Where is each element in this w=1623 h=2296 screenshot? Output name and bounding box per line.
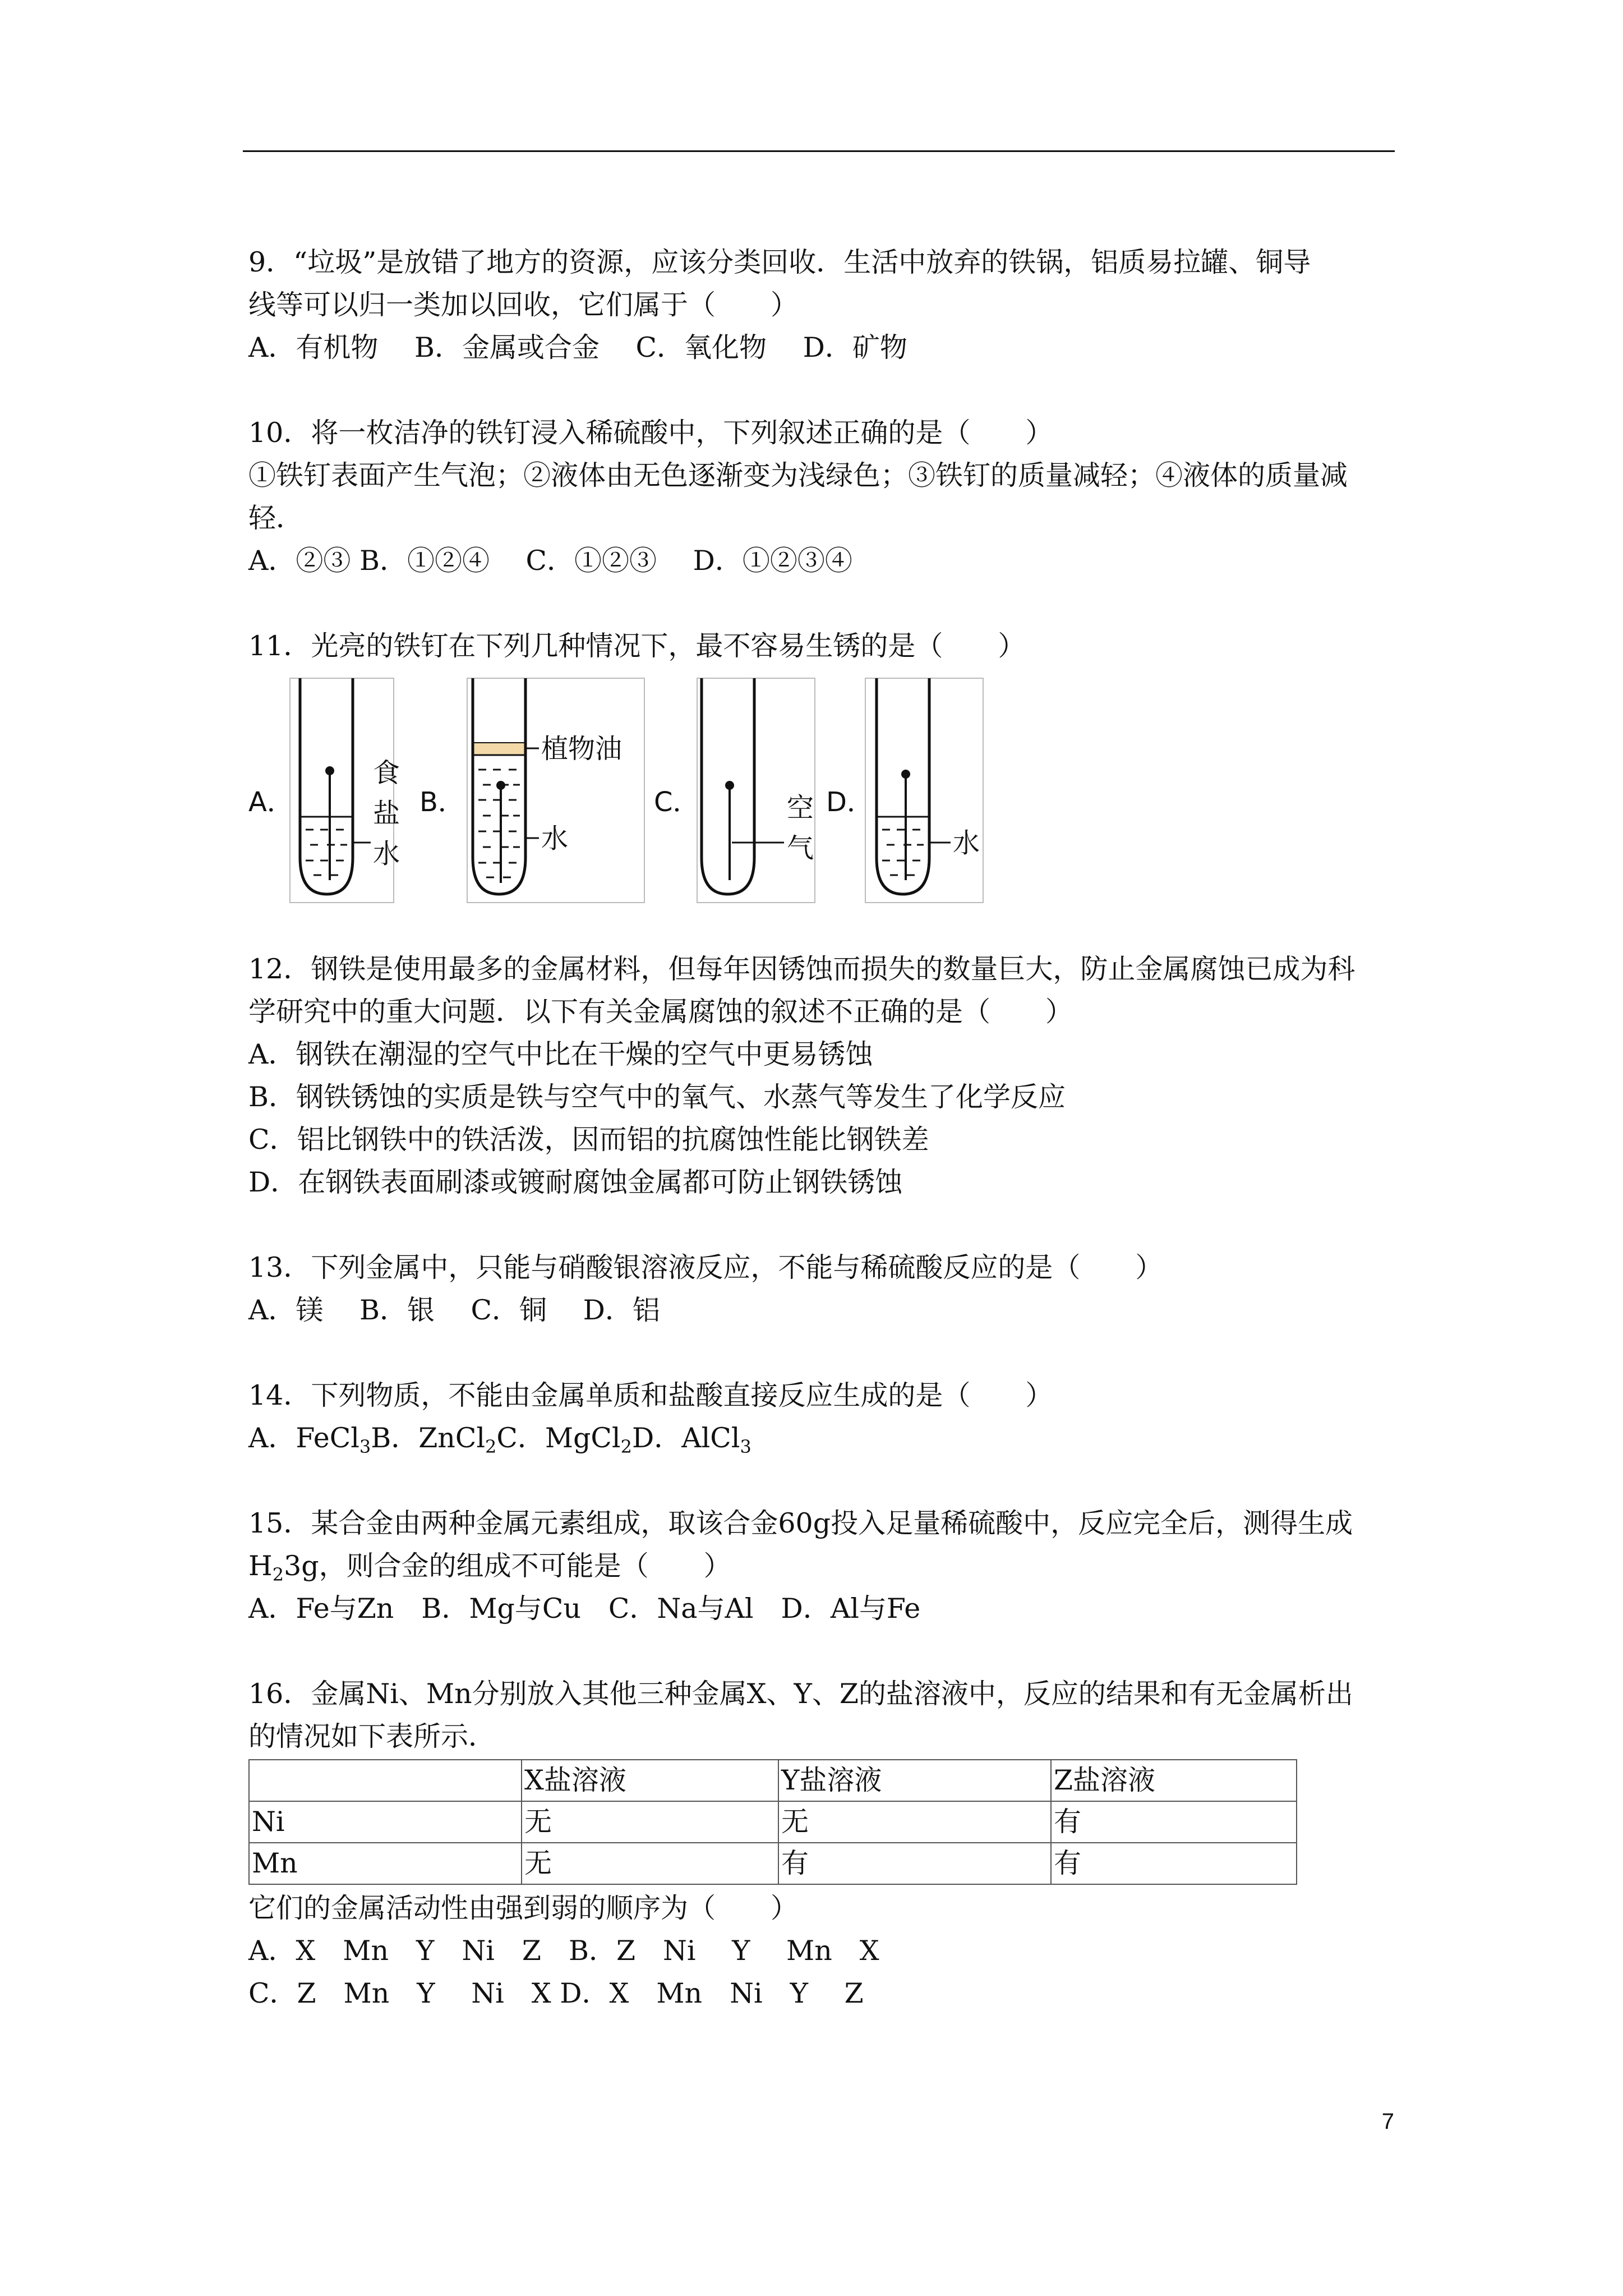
table-cell: 有 <box>1051 1843 1297 1884</box>
q16-after-table: 它们的金属活动性由强到弱的顺序为（ ） <box>248 1892 799 1924</box>
q16-line-1: 16．金属Ni、Mn分别放入其他三种金属X、Y、Z的盐溶液中，反应的结果和有无金属析出 <box>248 1678 1353 1710</box>
q14-option-b-letter: B． <box>371 1422 419 1454</box>
page-number: 7 <box>1381 2109 1394 2134</box>
q16-line-2: 的情况如下表所示． <box>248 1720 496 1752</box>
q11-stem: 11．光亮的铁钉在下列几种情况下，最不容易生锈的是（ ） <box>248 630 1026 662</box>
q14-option-d-sub: 3 <box>740 1436 751 1457</box>
q15-line-1: 15．某合金由两种金属元素组成，取该合金60g投入足量稀硫酸中，反应完全后，测得生成 <box>248 1507 1353 1539</box>
tube-c <box>654 678 815 903</box>
table-header-cell: X盐溶液 <box>522 1760 778 1801</box>
question-10 <box>248 412 1393 582</box>
q15-hydrogen-sub: 2 <box>272 1564 284 1585</box>
q14-option-d-formula: AlCl <box>681 1422 740 1454</box>
q14-options <box>248 1417 1393 1460</box>
option-b-letter: B． <box>419 786 465 818</box>
question-9 <box>248 241 1393 369</box>
q14-option-b-formula: ZnCl <box>418 1422 486 1454</box>
q12-line-2: 学研究中的重大问题．以下有关金属腐蚀的叙述不正确的是（ ） <box>248 996 1073 1028</box>
q14-option-c-sub: 2 <box>620 1436 632 1457</box>
tube-b-water-label: 水 <box>541 823 569 854</box>
q15-line-2-rest: 3g，则合金的组成不可能是（ ） <box>284 1550 731 1582</box>
table-row <box>249 1843 1297 1884</box>
table-row <box>249 1801 1297 1843</box>
q9-options: A．有机物 B．金属或合金 C．氧化物 D．矿物 <box>248 332 907 364</box>
table-cell: Ni <box>249 1801 522 1843</box>
tube-b <box>419 678 644 903</box>
option-c-letter: C． <box>654 786 700 818</box>
q12-option-d: D．在钢铁表面刷漆或镀耐腐蚀金属都可防止钢铁锈蚀 <box>248 1166 903 1198</box>
question-12 <box>248 948 1393 1204</box>
table-header-cell <box>249 1760 522 1801</box>
question-15 <box>248 1502 1393 1630</box>
q10-options: A．②③ B．①②④ C．①②③ D．①②③④ <box>248 545 852 577</box>
q14-option-a-formula: FeCl <box>296 1422 359 1454</box>
question-14 <box>248 1374 1393 1460</box>
tube-d-label: 水 <box>953 827 980 859</box>
q12-option-b: B．钢铁锈蚀的实质是铁与空气中的氧气、水蒸气等发生了化学反应 <box>248 1081 1066 1113</box>
q12-line-1: 12．钢铁是使用最多的金属材料，但每年因锈蚀而损失的数量巨大，防止金属腐蚀已成为科 <box>248 953 1355 985</box>
q14-option-a-letter: A． <box>248 1422 296 1454</box>
table-cell: 无 <box>778 1801 1051 1843</box>
q15-options: A．Fe与Zn B．Mg与Cu C．Na与Al D．Al与Fe <box>248 1593 921 1625</box>
question-13 <box>248 1246 1393 1332</box>
tube-a-label-1: 食 <box>373 757 400 789</box>
tube-b-oil-label: 植物油 <box>541 733 623 765</box>
tube-a-label-2: 盐 <box>373 798 400 829</box>
table-cell: 有 <box>778 1843 1051 1884</box>
q16-options-1: A．X Mn Y Ni Z B．Z Ni Y Mn X <box>248 1935 879 1967</box>
q16-options-2: C．Z Mn Y Ni X D．X Mn Ni Y Z <box>248 1977 864 2009</box>
header-rule <box>243 150 1395 152</box>
test-tubes-illustration <box>248 670 1000 911</box>
question-11 <box>248 625 1393 911</box>
option-a-letter: A． <box>248 786 294 818</box>
q9-line-1: 9．“垃圾”是放错了地方的资源，应该分类回收．生活中放弃的铁锅，铝质易拉罐、铜导 <box>248 246 1311 278</box>
q13-stem: 13．下列金属中，只能与硝酸银溶液反应，不能与稀硫酸反应的是（ ） <box>248 1251 1163 1283</box>
q14-stem: 14．下列物质，不能由金属单质和盐酸直接反应生成的是（ ） <box>248 1379 1053 1411</box>
reaction-table <box>248 1759 1297 1885</box>
page-content <box>248 241 1393 2058</box>
q13-options: A．镁 B．银 C．铜 D．铝 <box>248 1294 660 1326</box>
tube-c-label-1: 空 <box>787 792 814 823</box>
q12-option-a: A．钢铁在潮湿的空气中比在干燥的空气中更易锈蚀 <box>248 1038 873 1070</box>
q9-line-2: 线等可以归一类加以回收，它们属于（ ） <box>248 289 799 321</box>
tube-c-label-2: 气 <box>787 832 814 864</box>
q10-line-1: 10．将一枚洁净的铁钉浸入稀硫酸中，下列叙述正确的是（ ） <box>248 417 1053 449</box>
table-cell: 无 <box>522 1843 778 1884</box>
q15-line-2 <box>248 1545 1393 1588</box>
q12-option-c: C．铝比钢铁中的铁活泼，因而铝的抗腐蚀性能比钢铁差 <box>248 1124 929 1156</box>
tube-a <box>248 678 400 903</box>
q14-option-d-letter: D． <box>631 1422 682 1454</box>
q14-option-c-formula: MgCl <box>545 1422 621 1454</box>
q14-option-a-sub: 3 <box>359 1436 371 1457</box>
test-tube-figure <box>248 670 1393 911</box>
tube-a-label-3: 水 <box>373 838 400 869</box>
q10-line-3: 轻． <box>248 502 304 534</box>
tube-d <box>826 678 983 903</box>
table-cell: Mn <box>249 1843 522 1884</box>
table-header-cell: Y盐溶液 <box>778 1760 1051 1801</box>
question-16 <box>248 1673 1393 2015</box>
table-cell: 无 <box>522 1801 778 1843</box>
table-header-row <box>249 1760 1297 1801</box>
q14-option-b-sub: 2 <box>485 1436 497 1457</box>
q14-option-c-letter: C． <box>496 1422 545 1454</box>
table-cell: 有 <box>1051 1801 1297 1843</box>
q10-line-2: ①铁钉表面产生气泡；②液体由无色逐渐变为浅绿色；③铁钉的质量减轻；④液体的质量减 <box>248 459 1348 491</box>
option-d-letter: D． <box>826 786 874 818</box>
table-header-cell: Z盐溶液 <box>1051 1760 1297 1801</box>
q15-hydrogen: H <box>248 1550 273 1582</box>
